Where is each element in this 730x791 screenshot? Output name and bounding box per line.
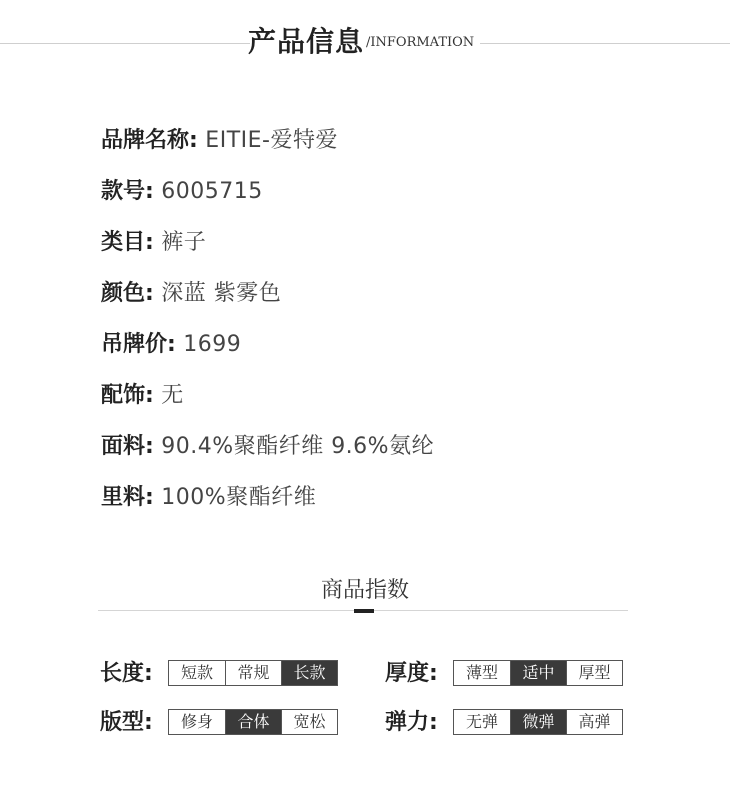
- info-label: 类目:: [101, 230, 154, 255]
- info-row-accessories: [101, 379, 701, 430]
- info-value: 90.4%聚酯纤维 9.6%氨纶: [153, 434, 435, 459]
- info-row-color: [101, 277, 701, 328]
- info-label: 品牌名称:: [101, 128, 198, 153]
- info-label: 款号:: [101, 179, 154, 204]
- index-length: [100, 660, 350, 686]
- info-row-style-number: [101, 175, 701, 226]
- info-value: 1699: [175, 332, 242, 357]
- option-thick: 厚型: [566, 661, 622, 685]
- info-row-lining: [101, 481, 701, 532]
- option-short: 短款: [180, 663, 213, 682]
- info-row-category: [101, 226, 701, 277]
- index-length-label: 长度:: [100, 661, 153, 686]
- info-label: 颜色:: [101, 281, 154, 306]
- index-section-accent-bar: [354, 609, 374, 613]
- header: [0, 0, 730, 80]
- info-label: 吊牌价:: [101, 332, 176, 357]
- page-subtitle: /INFORMATION: [366, 35, 475, 50]
- index-elasticity-options: [453, 709, 623, 735]
- option-slight-stretch-selected: 微弹: [510, 710, 566, 734]
- info-value: 裤子: [153, 230, 207, 255]
- option-fitted-selected: 合体: [225, 710, 281, 734]
- index-thickness-label: 厚度:: [385, 661, 438, 686]
- option-loose: 宽松: [281, 710, 337, 734]
- index-fit: [100, 709, 350, 735]
- info-value: EITIE-爱特爱: [197, 128, 338, 153]
- info-label: 面料:: [101, 434, 154, 459]
- index-thickness: [385, 660, 635, 686]
- option-medium-selected: 适中: [510, 661, 566, 685]
- header-divider-right: [480, 43, 730, 44]
- info-row-fabric: [101, 430, 701, 481]
- option-thin: 薄型: [465, 663, 498, 682]
- info-label: 配饰:: [101, 383, 154, 408]
- header-divider-left: [0, 43, 250, 44]
- info-row-price: [101, 328, 701, 379]
- info-value: 6005715: [153, 179, 263, 204]
- index-fit-label: 版型:: [100, 710, 153, 735]
- info-label: 里料:: [101, 485, 154, 510]
- info-row-brand: [101, 124, 701, 175]
- info-value: 深蓝 紫雾色: [153, 281, 282, 306]
- option-slim: 修身: [180, 712, 213, 731]
- index-elasticity: [385, 709, 635, 735]
- info-value: 100%聚酯纤维: [153, 485, 317, 510]
- index-length-options: [168, 660, 338, 686]
- option-regular: 常规: [225, 661, 281, 685]
- index-elasticity-label: 弹力:: [385, 710, 438, 735]
- index-thickness-options: [453, 660, 623, 686]
- info-value: 无: [153, 383, 184, 408]
- index-fit-options: [168, 709, 338, 735]
- option-no-stretch: 无弹: [465, 712, 498, 731]
- product-info-list: [101, 124, 701, 532]
- index-section-title: 商品指数: [320, 578, 409, 603]
- page-title: 产品信息: [248, 25, 365, 58]
- option-high-stretch: 高弹: [566, 710, 622, 734]
- option-long-selected: 长款: [281, 661, 337, 685]
